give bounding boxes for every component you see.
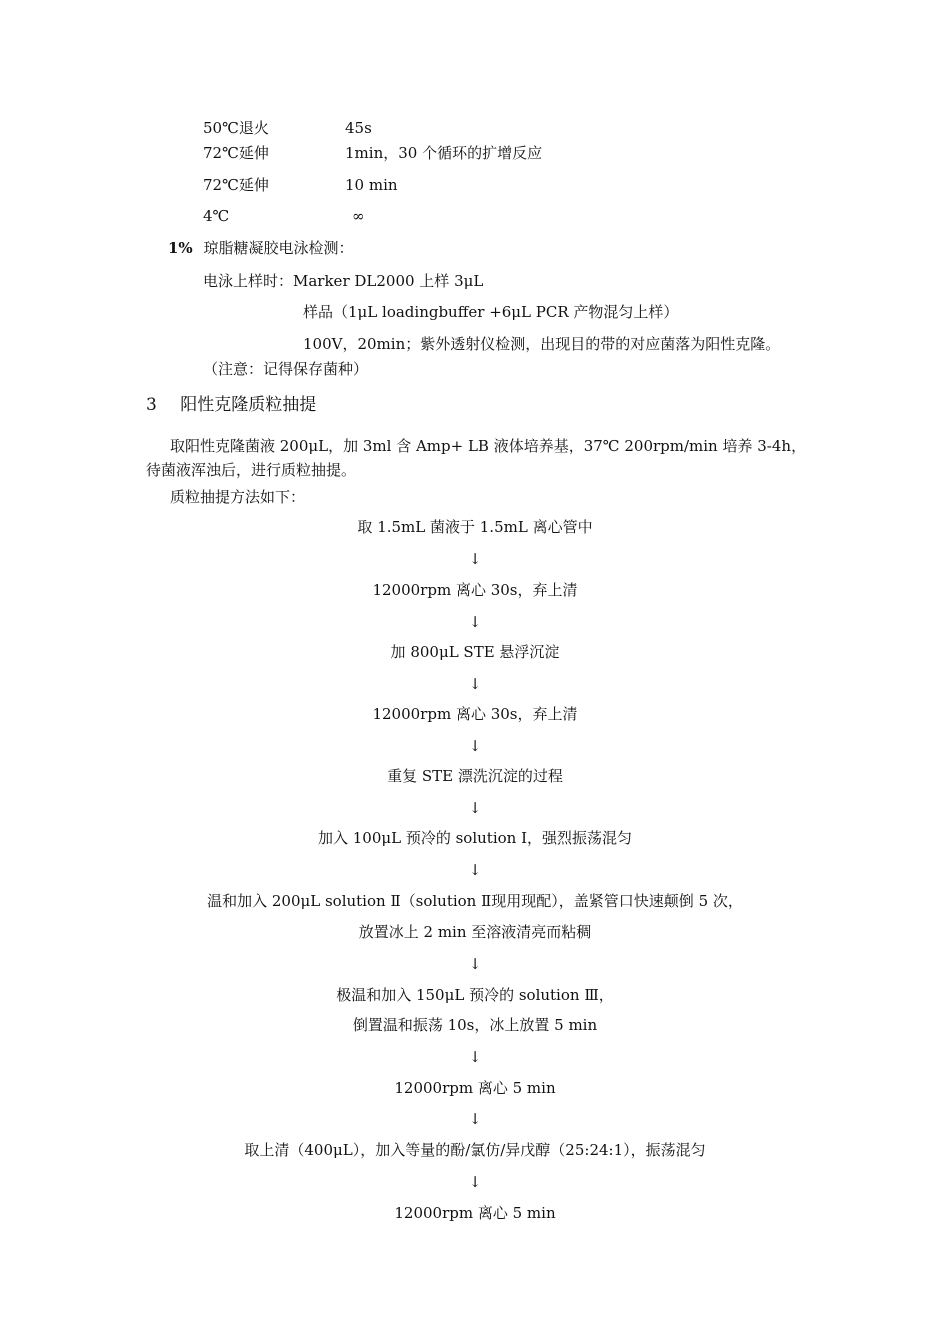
flow-step: 12000rpm 离心 30s，弃上清: [372, 705, 578, 723]
flow-step: 极温和加入 150μL 预冷的 solution Ⅲ，: [336, 986, 614, 1004]
flow-step: 取上清（400μL），加入等量的酚/氯仿/异戊醇（25:24:1），振荡混匀: [244, 1141, 706, 1159]
pcr-step-condition: ∞: [352, 207, 365, 225]
flow-step: 12000rpm 离心 5 min: [394, 1204, 556, 1222]
flow-arrow: ↓: [468, 550, 482, 568]
section-heading: [146, 395, 316, 415]
paragraph-line: 待菌液浑浊后，进行质粒抽提。: [146, 461, 357, 479]
electrophoresis-title: [168, 238, 354, 258]
pcr-step-condition: 1min，30 个循环的扩增反应: [345, 144, 543, 162]
flow-arrow: ↓: [468, 737, 482, 755]
pcr-step-label: 50℃退火: [203, 119, 269, 137]
pcr-step-label: 72℃延伸: [203, 176, 269, 194]
sample-line: 样品（1μL loadingbuffer +6μL PCR 产物混匀上样）: [303, 303, 679, 321]
flow-arrow: ↓: [468, 1110, 482, 1128]
note-line: （注意：记得保存菌种）: [203, 360, 369, 378]
pcr-step-condition: 10 min: [345, 176, 398, 194]
flow-arrow: ↓: [468, 1173, 482, 1191]
section-title: 阳性克隆质粒抽提: [180, 395, 317, 415]
flow-step: 加入 100μL 预冷的 solution Ⅰ，强烈振荡混匀: [317, 829, 633, 847]
flow-step: 倒置温和振荡 10s，冰上放置 5 min: [352, 1016, 598, 1034]
flow-step: 取 1.5mL 菌液于 1.5mL 离心管中: [357, 518, 593, 536]
flow-arrow: ↓: [468, 1048, 482, 1066]
flow-step: 重复 STE 漂洗沉淀的过程: [387, 767, 563, 785]
paragraph-line: 取阳性克隆菌液 200μL，加 3ml 含 Amp+ LB 液体培养基，37℃ 200rpm/min 培养 3-4h，: [170, 437, 807, 455]
flow-arrow: ↓: [468, 861, 482, 879]
flow-step: 温和加入 200μL solution Ⅱ（solution Ⅱ现用现配），盖紧管口快速颠倒 5 次，: [207, 892, 743, 910]
pcr-step-condition: 45s: [345, 119, 372, 137]
paragraph-line: 质粒抽提方法如下：: [170, 488, 306, 506]
pcr-step-label: 72℃延伸: [203, 144, 269, 162]
loading-line: 电泳上样时：Marker DL2000 上样 3μL: [203, 272, 484, 290]
electrophoresis-title-text: 琼脂糖凝胶电泳检测：: [203, 239, 354, 257]
flow-arrow: ↓: [468, 955, 482, 973]
flow-arrow: ↓: [468, 675, 482, 693]
flow-step: 12000rpm 离心 30s，弃上清: [372, 581, 578, 599]
electrophoresis-title-prefix: 1%: [168, 239, 193, 257]
flow-step: 加 800μL STE 悬浮沉淀: [390, 643, 560, 661]
flow-arrow: ↓: [468, 613, 482, 631]
flow-step: 12000rpm 离心 5 min: [394, 1079, 556, 1097]
flow-arrow: ↓: [468, 799, 482, 817]
detection-line: 100V，20min；紫外透射仪检测，出现目的带的对应菌落为阳性克隆。: [303, 335, 781, 353]
pcr-step-label: 4℃: [203, 207, 230, 225]
flow-step: 放置冰上 2 min 至溶液清亮而粘稠: [358, 923, 592, 941]
section-number: 3: [146, 395, 157, 415]
